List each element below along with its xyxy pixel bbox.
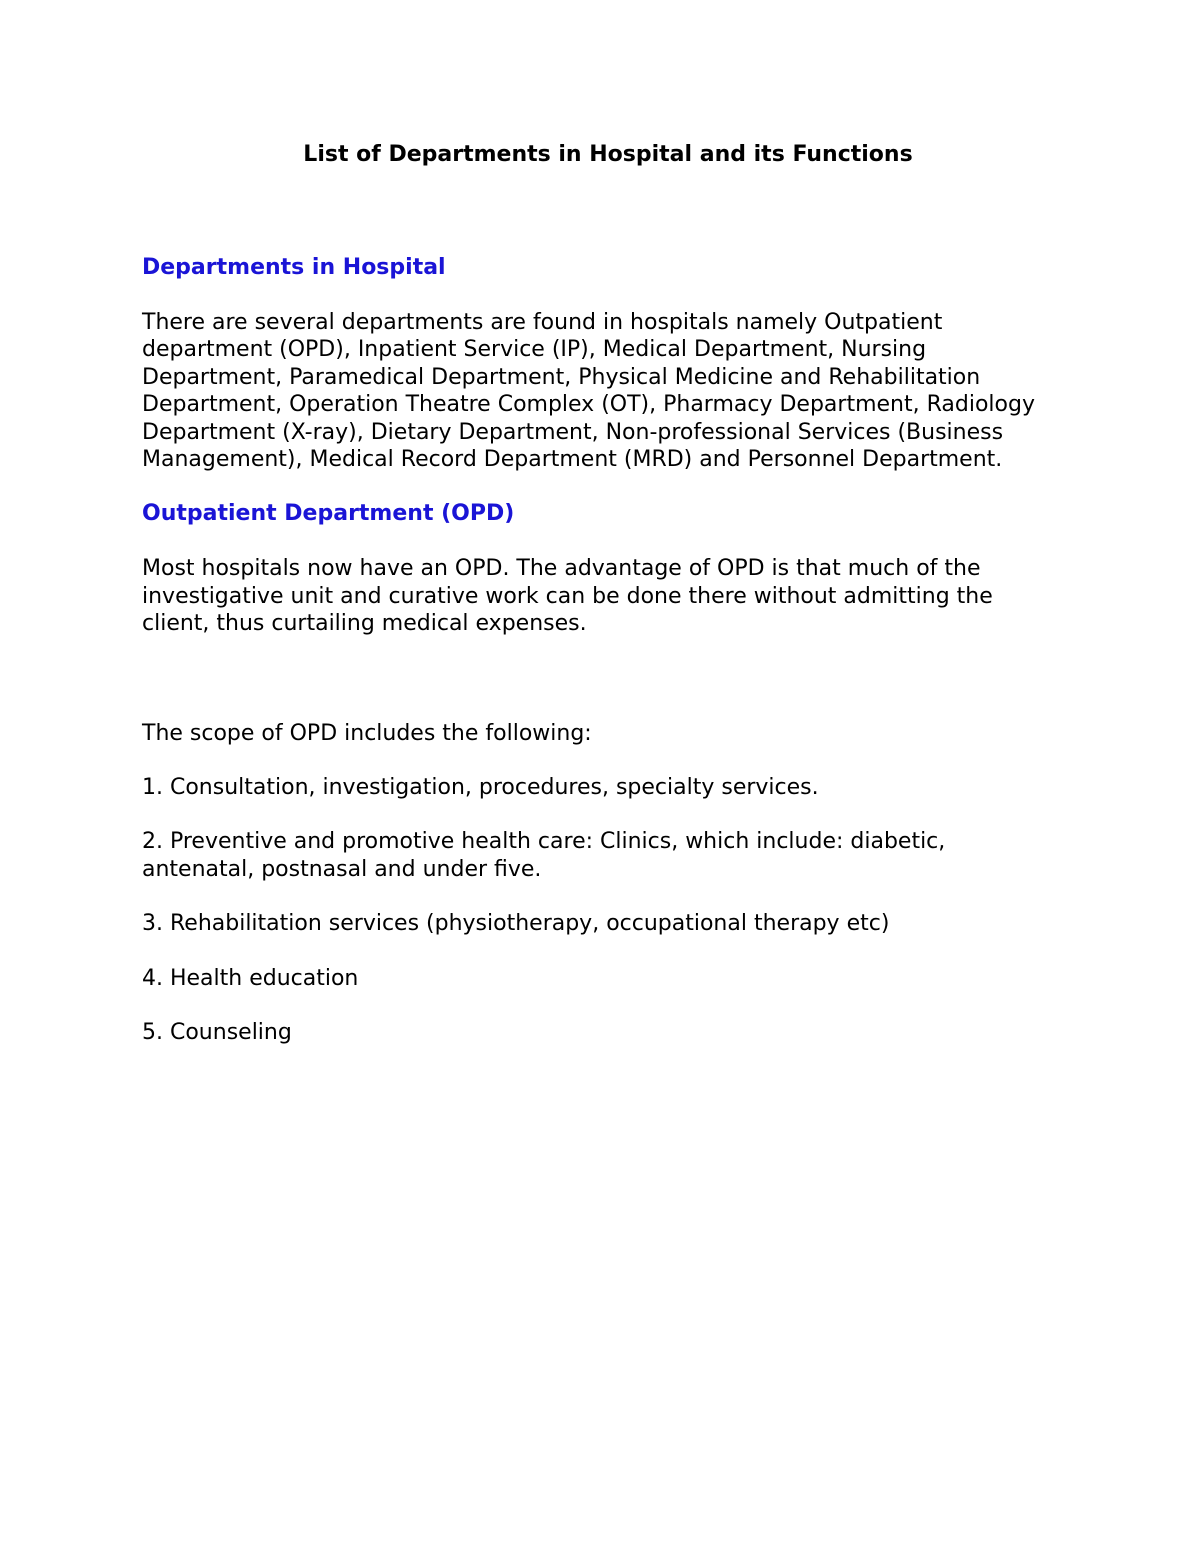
scope-item: 2. Preventive and promotive health care: Clinics, which include: diabetic, antenatal, postnasal and under five. (142, 829, 946, 882)
section-heading-departments: Departments in Hospital (142, 255, 446, 280)
scope-item: 5. Counseling (142, 1020, 292, 1046)
scope-item: 1. Consultation, investigation, procedures, specialty services. (142, 775, 819, 801)
paragraph-opd: Most hospitals now have an OPD. The advantage of OPD is that much of the investigative unit and curative work can be done there without admitting the client, thus curtailing medical expenses. (142, 556, 993, 637)
blank-space (142, 638, 1058, 720)
scope-item: 4. Health education (142, 965, 359, 991)
scope-item: 3. Rehabilitation services (physiotherapy, occupational therapy etc) (142, 911, 890, 937)
section-heading-opd: Outpatient Department (OPD) (142, 501, 515, 527)
paragraph-departments: There are several departments are found in hospitals namely Outpatient department (OPD), Inpatient Service (IP), Medical Department, Nursing Department, Paramedical Department, Physical Medicine and Rehabilitation Department, Operation Theatre Complex (OT), Pharmacy Department, Radiology Department (X-ray), Dietary Department, Non-professional Services (Business Management), Medical Record Department (MRD) and Personnel Department. (142, 310, 1035, 473)
scope-intro: The scope of OPD includes the following: (142, 720, 592, 746)
document-title: List of Departments in Hospital and its Functions (303, 142, 913, 167)
